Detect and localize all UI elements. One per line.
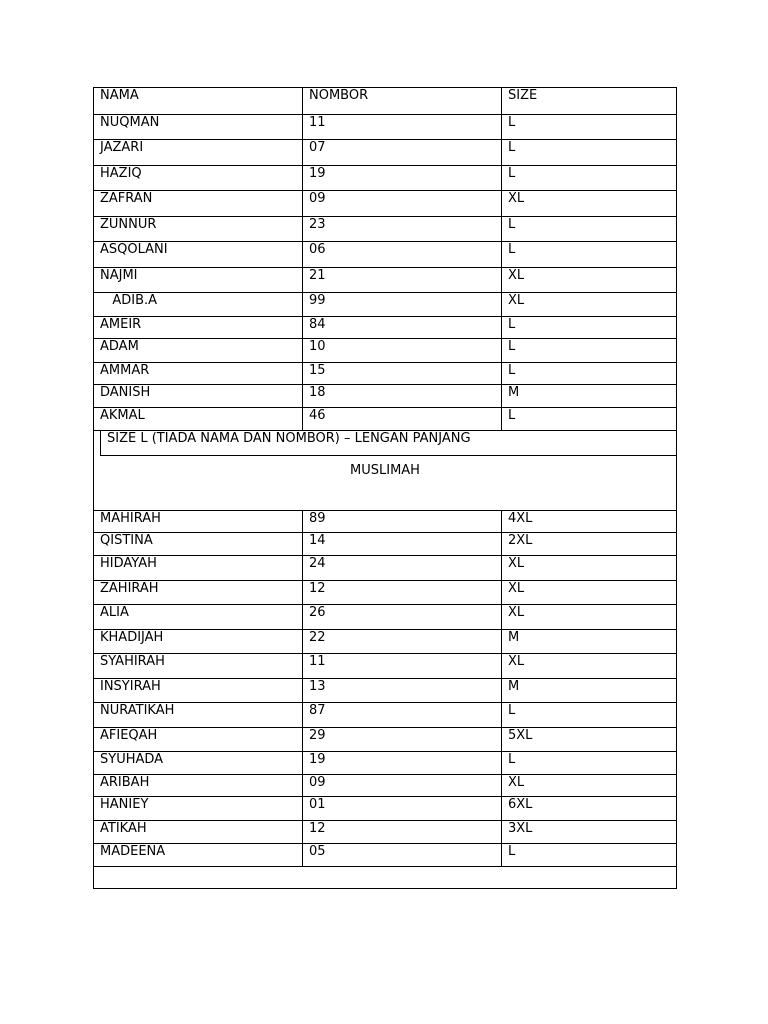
name-cell: INSYIRAH <box>94 679 303 703</box>
name-cell: AFIEQAH <box>94 728 303 752</box>
header-row <box>94 88 677 115</box>
table-row <box>94 605 677 630</box>
size-cell: L <box>502 166 677 191</box>
table-row <box>94 679 677 703</box>
name-cell: ZUNNUR <box>94 217 303 242</box>
name-cell: HAZIQ <box>94 166 303 191</box>
size-cell: L <box>502 363 677 385</box>
name-cell: ZAHIRAH <box>94 581 303 605</box>
size-table <box>93 87 677 889</box>
number-cell: 07 <box>303 140 502 166</box>
size-cell: M <box>502 679 677 703</box>
size-cell: M <box>502 630 677 654</box>
size-cell: XL <box>502 775 677 797</box>
size-cell: 2XL <box>502 533 677 556</box>
table-row <box>94 242 677 268</box>
number-cell: 19 <box>303 166 502 191</box>
size-cell: L <box>502 844 677 867</box>
size-cell: XL <box>502 191 677 217</box>
section-cell <box>94 456 677 511</box>
table-row <box>94 339 677 363</box>
table-row <box>94 775 677 797</box>
table-row <box>94 630 677 654</box>
name-cell: HIDAYAH <box>94 556 303 581</box>
table-row <box>94 752 677 775</box>
name-cell: JAZARI <box>94 140 303 166</box>
table-row <box>94 581 677 605</box>
table-row <box>94 844 677 867</box>
number-cell: 09 <box>303 191 502 217</box>
number-cell: 12 <box>303 581 502 605</box>
size-cell: XL <box>502 293 677 317</box>
name-cell: NURATIKAH <box>94 703 303 728</box>
table-row <box>94 217 677 242</box>
size-cell: 4XL <box>502 511 677 533</box>
number-cell: 24 <box>303 556 502 581</box>
table-row <box>94 115 677 140</box>
table-row <box>94 511 677 533</box>
number-cell: 05 <box>303 844 502 867</box>
table-row <box>94 363 677 385</box>
name-cell: ASQOLANI <box>94 242 303 268</box>
name-cell: ALIA <box>94 605 303 630</box>
table-row <box>94 166 677 191</box>
number-cell: 14 <box>303 533 502 556</box>
table-row <box>94 408 677 431</box>
name-cell: ADIB.A <box>94 293 303 317</box>
document-page <box>93 87 676 889</box>
number-cell: 11 <box>303 654 502 679</box>
number-cell: 26 <box>303 605 502 630</box>
name-cell: DANISH <box>94 385 303 408</box>
size-cell: L <box>502 317 677 339</box>
number-cell: 29 <box>303 728 502 752</box>
name-cell: MADEENA <box>94 844 303 867</box>
number-cell: 22 <box>303 630 502 654</box>
name-cell: ZAFRAN <box>94 191 303 217</box>
number-cell: 19 <box>303 752 502 775</box>
size-cell: 3XL <box>502 821 677 844</box>
name-cell: SYUHADA <box>94 752 303 775</box>
name-cell: MAHIRAH <box>94 511 303 533</box>
note-cell <box>94 431 677 457</box>
number-cell: 18 <box>303 385 502 408</box>
name-cell: NUQMAN <box>94 115 303 140</box>
empty-row <box>94 867 677 889</box>
size-cell: L <box>502 140 677 166</box>
empty-cell <box>94 867 677 889</box>
size-cell: XL <box>502 556 677 581</box>
name-cell: AMEIR <box>94 317 303 339</box>
note-row <box>94 431 677 457</box>
size-cell: L <box>502 242 677 268</box>
size-cell: L <box>502 752 677 775</box>
table-row <box>94 293 677 317</box>
table-row <box>94 703 677 728</box>
size-cell: L <box>502 703 677 728</box>
size-cell: 6XL <box>502 797 677 821</box>
table-row <box>94 821 677 844</box>
name-cell: NAJMI <box>94 268 303 293</box>
number-cell: 23 <box>303 217 502 242</box>
name-cell: ATIKAH <box>94 821 303 844</box>
size-cell: XL <box>502 581 677 605</box>
table-row <box>94 556 677 581</box>
size-cell: L <box>502 339 677 363</box>
number-cell: 01 <box>303 797 502 821</box>
table-row <box>94 533 677 556</box>
size-cell: L <box>502 408 677 431</box>
table-row <box>94 385 677 408</box>
name-cell: ARIBAH <box>94 775 303 797</box>
number-cell: 99 <box>303 293 502 317</box>
number-cell: 13 <box>303 679 502 703</box>
section-title: MUSLIMAH <box>350 463 420 478</box>
name-cell: KHADIJAH <box>94 630 303 654</box>
header-nombor: NOMBOR <box>303 88 502 115</box>
size-cell: L <box>502 217 677 242</box>
name-cell: AMMAR <box>94 363 303 385</box>
table-row <box>94 191 677 217</box>
name-cell: AKMAL <box>94 408 303 431</box>
number-cell: 10 <box>303 339 502 363</box>
name-cell: HANIEY <box>94 797 303 821</box>
name-cell: ADAM <box>94 339 303 363</box>
note-text: SIZE L (TIADA NAMA DAN NOMBOR) – LENGAN PANJANG <box>100 431 676 456</box>
table-row <box>94 317 677 339</box>
table-row <box>94 268 677 293</box>
number-cell: 21 <box>303 268 502 293</box>
number-cell: 89 <box>303 511 502 533</box>
size-cell: XL <box>502 268 677 293</box>
number-cell: 06 <box>303 242 502 268</box>
number-cell: 09 <box>303 775 502 797</box>
size-cell: XL <box>502 654 677 679</box>
table-row <box>94 654 677 679</box>
section-row <box>94 456 677 511</box>
table-row <box>94 140 677 166</box>
size-cell: XL <box>502 605 677 630</box>
size-cell: L <box>502 115 677 140</box>
number-cell: 46 <box>303 408 502 431</box>
number-cell: 84 <box>303 317 502 339</box>
table-row <box>94 797 677 821</box>
name-cell: SYAHIRAH <box>94 654 303 679</box>
table-row <box>94 728 677 752</box>
number-cell: 15 <box>303 363 502 385</box>
number-cell: 11 <box>303 115 502 140</box>
header-size: SIZE <box>502 88 677 115</box>
size-cell: M <box>502 385 677 408</box>
header-nama: NAMA <box>94 88 303 115</box>
name-cell: QISTINA <box>94 533 303 556</box>
number-cell: 87 <box>303 703 502 728</box>
number-cell: 12 <box>303 821 502 844</box>
size-cell: 5XL <box>502 728 677 752</box>
